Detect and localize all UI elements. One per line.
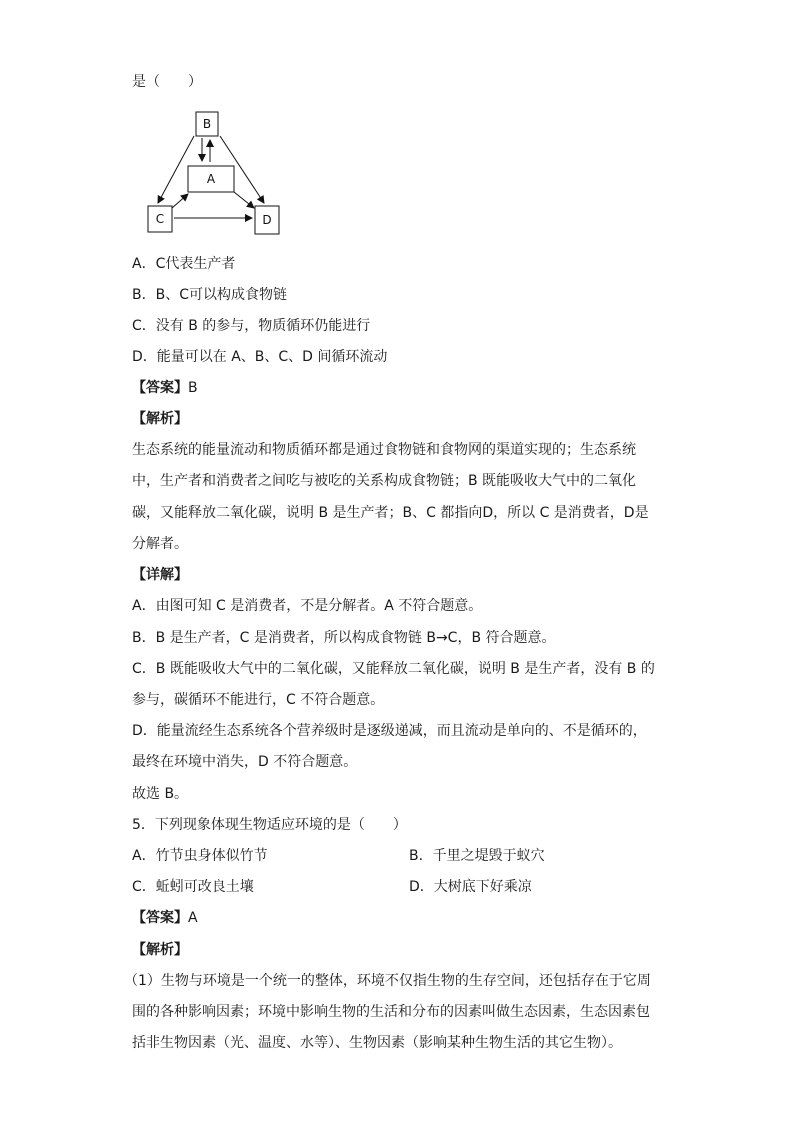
option-b: B．B、C可以构成食物链	[132, 287, 287, 303]
q5-option-d: D．大树底下好乘凉	[409, 879, 532, 895]
detail-line: B．B 是生产者，C 是消费者，所以构成食物链 B→C，B 符合题意。	[132, 630, 556, 646]
analysis-line: 中，生产者和消费者之间吃与被吃的关系构成食物链；B 既能吸收大气中的二氧化	[132, 473, 637, 489]
option-c: C．没有 B 的参与，物质循环仍能进行	[132, 318, 371, 334]
arrow-a-to-d	[234, 192, 254, 208]
q5-answer-label: 【答案】	[132, 910, 188, 926]
q5-option-a: A．竹节虫身体似竹节	[132, 848, 268, 864]
answer-label: 【答案】	[132, 380, 188, 396]
q5-option-c: C．蚯蚓可改良土壤	[132, 879, 254, 895]
analysis-line: 分解者。	[132, 536, 188, 552]
label-a: A	[206, 172, 216, 186]
option-d: D．能量可以在 A、B、C、D 间循环流动	[132, 349, 388, 365]
label-d: D	[262, 213, 272, 227]
q5-analysis-label: 【解析】	[132, 942, 188, 958]
detail-line: 参与，碳循环不能进行，C 不符合题意。	[132, 692, 385, 708]
q5-analysis-line: 括非生物因素（光、温度、水等）、生物因素（影响某种生物生活的其它生物）。	[132, 1035, 622, 1051]
q5-option-b: B．千里之堤毁于蚁穴	[409, 848, 545, 864]
label-c: C	[155, 212, 165, 226]
label-b: B	[202, 117, 212, 131]
analysis-line: 生态系统的能量流动和物质循环都是通过食物链和食物网的渠道实现的；生态系统	[132, 442, 636, 458]
q5-answer-value: A	[188, 910, 198, 926]
arrow-c-to-a	[172, 194, 188, 208]
q5-answer-line	[132, 908, 198, 928]
q5-analysis-line: 围的各种影响因素；环境中影响生物的生活和分布的因素叫做生态因素，生态因素包	[132, 1004, 650, 1020]
answer-value: B	[188, 380, 198, 396]
option-a: A．C代表生产者	[132, 256, 236, 272]
detail-line: 最终在环境中消失，D 不符合题意。	[132, 754, 358, 770]
detail-line: C．B 既能吸收大气中的二氧化碳，又能释放二氧化碳，说明 B 是生产者，没有 B 的	[132, 661, 655, 677]
ecosystem-diagram	[140, 108, 290, 238]
detail-line: A．由图可知 C 是消费者，不是分解者。A 不符合题意。	[132, 598, 483, 614]
analysis-label: 【解析】	[132, 411, 188, 427]
question-stem-tail: 是（ ）	[132, 74, 202, 90]
answer-line	[132, 378, 198, 398]
question-5-stem: 5．下列现象体现生物适应环境的是（ ）	[132, 817, 407, 833]
analysis-line: 碳，又能释放二氧化碳，说明 B 是生产者；B、C 都指向D，所以 C 是消费者，D是	[132, 505, 649, 521]
q5-analysis-line: （1）生物与环境是一个统一的整体，环境不仅指生物的生存空间，还包括存在于它周	[124, 973, 651, 989]
detail-line: D．能量流经生态系统各个营养级时是逐级递减，而且流动是单向的、不是循环的，	[132, 723, 647, 739]
detail-label: 【详解】	[132, 567, 188, 583]
detail-line: 故选 B。	[132, 786, 189, 802]
